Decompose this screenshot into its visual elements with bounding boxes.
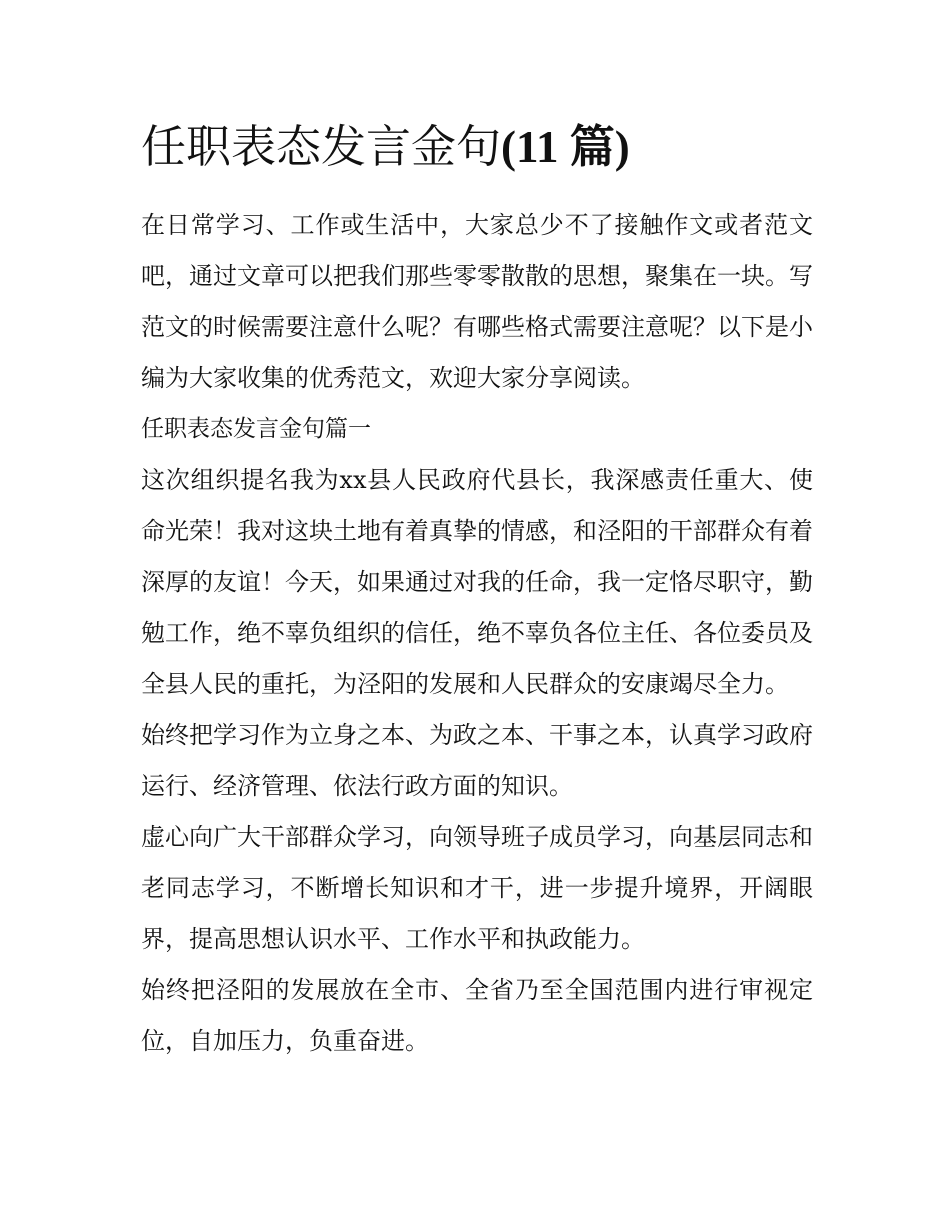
section-heading: 任职表态发言金句篇一 xyxy=(141,416,371,442)
body-paragraph-4: 始终把泾阳的发展放在全市、全省乃至全国范围内进行审视定位，自加压力，负重奋进。 xyxy=(141,976,813,1055)
body-paragraph-1: 这次组织提名我为xx县人民政府代县长，我深感责任重大、使命光荣！我对这块土地有着真挚的情感，和泾阳的干部群众有着深厚的友谊！今天，如果通过对我的任命，我一定恪尽职守，勤勉工作，绝不辜负组织的信任，绝不辜负各位主任、各位委员及全县人民的重托，为泾阳的发展和人民群众的安康竭尽全力。 xyxy=(141,466,813,698)
title-count: (11 篇) xyxy=(501,122,630,172)
document-title xyxy=(141,112,813,182)
intro-paragraph: 在日常学习、工作或生活中，大家总少不了接触作文或者范文吧，通过文章可以把我们那些零零散散的思想，聚集在一块。写范文的时候需要注意什么呢？有哪些格式需要注意呢？以下是小编为大家收集的优秀范文，欢迎大家分享阅读。 xyxy=(141,211,813,392)
body-paragraph-3: 虚心向广大干部群众学习，向领导班子成员学习，向基层同志和老同志学习，不断增长知识和才干，进一步提升境界，开阔眼界，提高思想认识水平、工作水平和执政能力。 xyxy=(141,823,813,953)
title-text: 任职表态发言金句 xyxy=(141,120,502,173)
body-paragraph-2: 始终把学习作为立身之本、为政之本、干事之本，认真学习政府运行、经济管理、依法行政方面的知识。 xyxy=(141,721,813,800)
document-page xyxy=(141,112,813,1067)
